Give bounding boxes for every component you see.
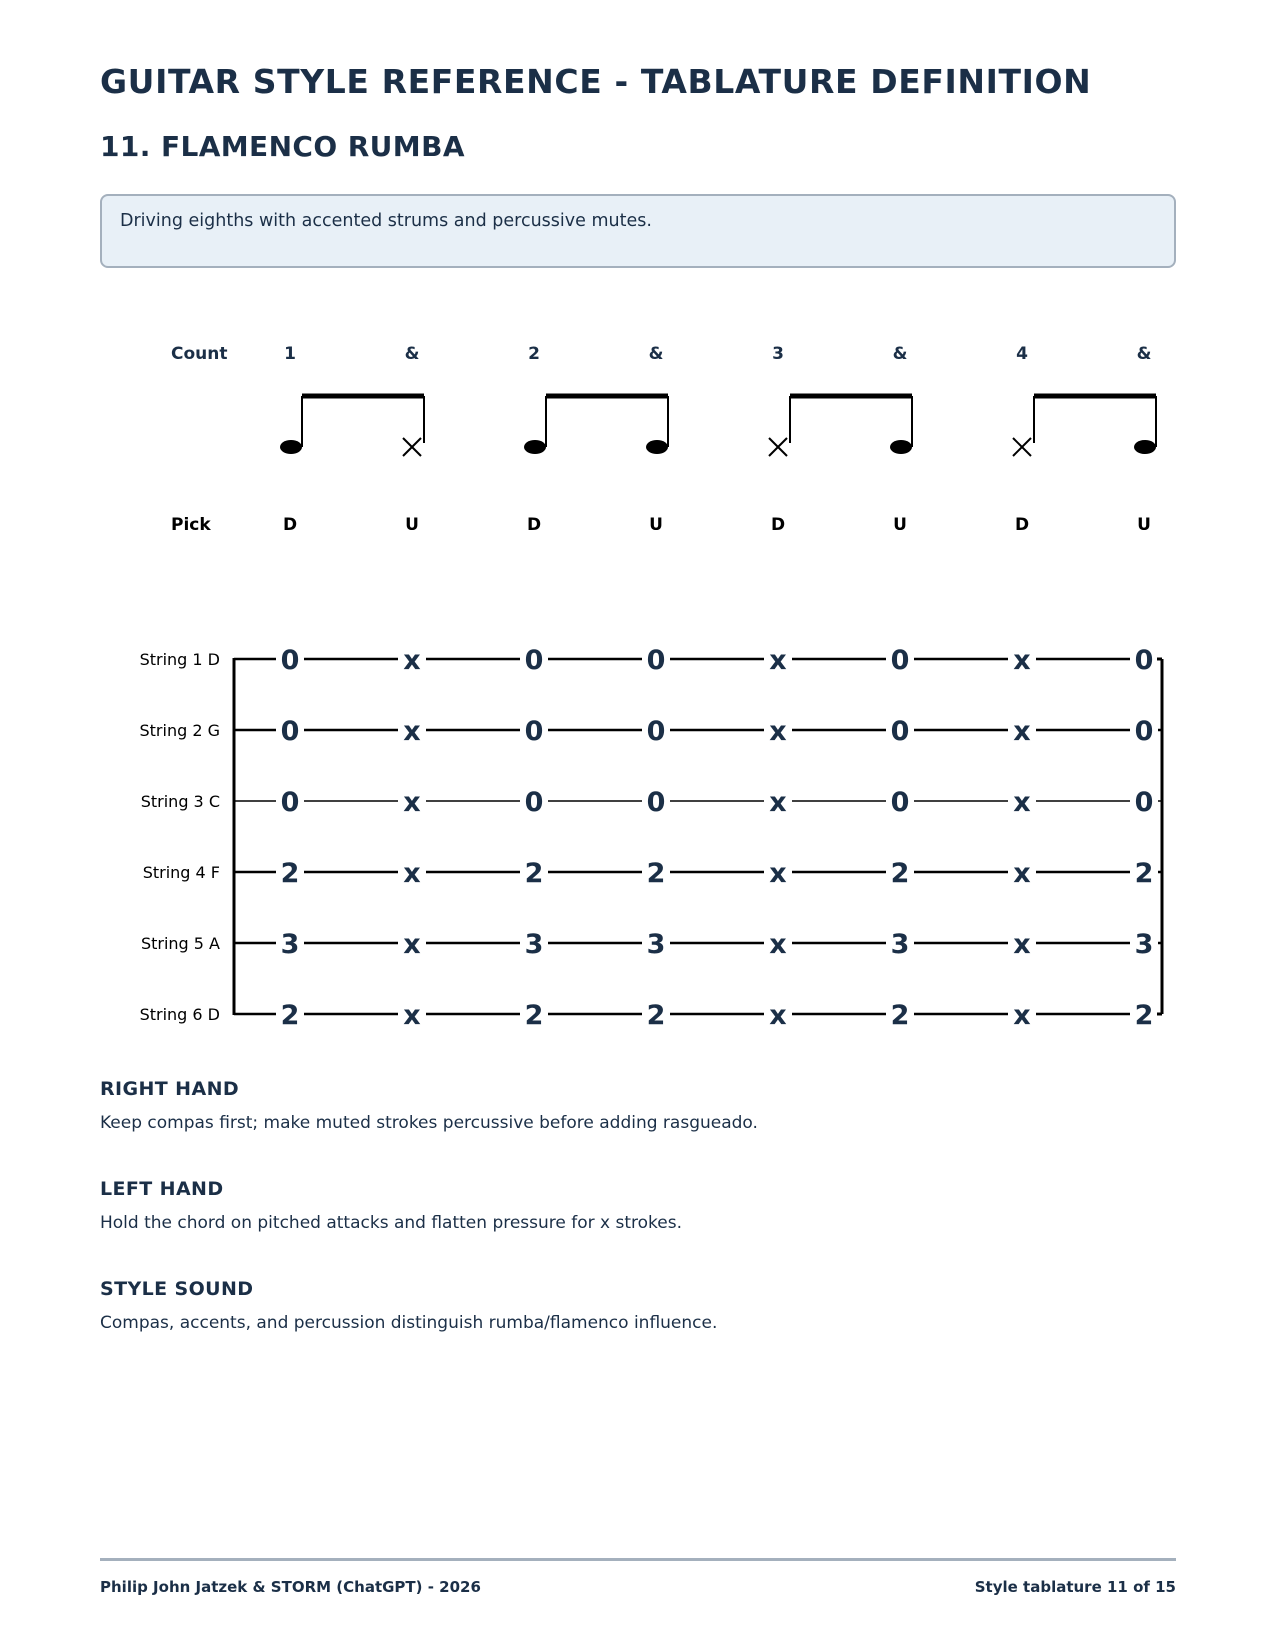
fret-s6-2: x	[403, 1000, 421, 1031]
fret-s6-4: 2	[646, 1000, 666, 1031]
fret-s6-7: x	[1013, 1000, 1031, 1031]
fret-s6-5: x	[769, 1000, 787, 1031]
note-head-4	[646, 440, 668, 454]
description-text: Driving eighths with accented strums and percussive mutes.	[120, 211, 652, 231]
fret-s1-8: 0	[1134, 645, 1154, 676]
pick-6: U	[893, 515, 907, 535]
count-2: &	[404, 344, 420, 364]
fret-s5-4: 3	[646, 929, 666, 960]
string-label-5: String 5 A	[140, 934, 220, 953]
fret-s5-5: x	[769, 929, 787, 960]
count-6: &	[892, 344, 908, 364]
string-label-2: String 2 G	[139, 721, 220, 740]
string-label-3: String 3 C	[140, 792, 220, 811]
pick-1: D	[282, 515, 298, 535]
count-3: 2	[528, 344, 540, 364]
fret-s3-4: 0	[646, 787, 666, 818]
right-hand-heading: RIGHT HAND	[100, 1078, 240, 1100]
fret-s3-8: 0	[1134, 787, 1154, 818]
string-label-4: String 4 F	[142, 863, 220, 882]
fret-s5-1: 3	[280, 929, 300, 960]
fret-s5-6: 3	[890, 929, 910, 960]
fret-s3-3: 0	[524, 787, 544, 818]
fret-s3-1: 0	[280, 787, 300, 818]
style-sound-heading: STYLE SOUND	[100, 1278, 254, 1300]
fret-s2-5: x	[769, 716, 787, 747]
fret-s2-4: 0	[646, 716, 666, 747]
fret-s1-5: x	[769, 645, 787, 676]
note-head-3	[524, 440, 546, 454]
count-1: 1	[284, 344, 296, 364]
fret-s4-2: x	[403, 858, 421, 889]
fret-s3-5: x	[769, 787, 787, 818]
fret-s1-7: x	[1013, 645, 1031, 676]
footer-divider	[100, 1558, 1176, 1561]
pick-7: D	[1014, 515, 1030, 535]
string-label-1: String 1 D	[139, 650, 220, 669]
count-5: 3	[772, 344, 784, 364]
document-title: GUITAR STYLE REFERENCE - TABLATURE DEFINITION	[100, 62, 1092, 101]
string-label-6: String 6 D	[139, 1005, 220, 1024]
fret-s5-3: 3	[524, 929, 544, 960]
fret-s1-4: 0	[646, 645, 666, 676]
note-head-6	[890, 440, 912, 454]
note-head-8	[1134, 440, 1156, 454]
pick-2: U	[405, 515, 419, 535]
style-sound-text: Compas, accents, and percussion distinguish rumba/flamenco influence.	[100, 1313, 718, 1333]
fret-s4-3: 2	[524, 858, 544, 889]
count-8: &	[1136, 344, 1152, 364]
fret-s5-7: x	[1013, 929, 1031, 960]
fret-s3-6: 0	[890, 787, 910, 818]
fret-s4-1: 2	[280, 858, 300, 889]
pick-3: D	[526, 515, 542, 535]
note-head-1	[280, 440, 302, 454]
fret-s2-1: 0	[280, 716, 300, 747]
count-4: &	[648, 344, 664, 364]
fret-s4-6: 2	[890, 858, 910, 889]
fret-s5-8: 3	[1134, 929, 1154, 960]
left-hand-text: Hold the chord on pitched attacks and flatten pressure for x strokes.	[100, 1213, 683, 1233]
pick-5: D	[770, 515, 786, 535]
fret-s2-2: x	[403, 716, 421, 747]
footer-page-info: Style tablature 11 of 15	[974, 1578, 1176, 1596]
fret-s2-7: x	[1013, 716, 1031, 747]
fret-s1-2: x	[403, 645, 421, 676]
fret-s2-8: 0	[1134, 716, 1154, 747]
fret-s6-3: 2	[524, 1000, 544, 1031]
count-7: 4	[1016, 344, 1028, 364]
fret-s5-2: x	[403, 929, 421, 960]
left-hand-heading: LEFT HAND	[100, 1178, 224, 1200]
fret-s1-1: 0	[280, 645, 300, 676]
fret-s6-8: 2	[1134, 1000, 1154, 1031]
fret-s2-6: 0	[890, 716, 910, 747]
fret-s4-5: x	[769, 858, 787, 889]
fret-s4-4: 2	[646, 858, 666, 889]
fret-s1-6: 0	[890, 645, 910, 676]
fret-s1-3: 0	[524, 645, 544, 676]
fret-s6-6: 2	[890, 1000, 910, 1031]
footer-credit: Philip John Jatzek & STORM (ChatGPT) - 2026	[100, 1578, 481, 1596]
section-title: 11. FLAMENCO RUMBA	[100, 130, 465, 163]
fret-s4-8: 2	[1134, 858, 1154, 889]
right-hand-text: Keep compas first; make muted strokes percussive before adding rasgueado.	[100, 1113, 758, 1133]
fret-s3-2: x	[403, 787, 421, 818]
count-label: Count	[171, 344, 228, 364]
pick-8: U	[1137, 515, 1151, 535]
fret-s3-7: x	[1013, 787, 1031, 818]
fret-s6-1: 2	[280, 1000, 300, 1031]
fret-s2-3: 0	[524, 716, 544, 747]
pick-label: Pick	[171, 515, 211, 535]
fret-s4-7: x	[1013, 858, 1031, 889]
pick-4: U	[649, 515, 663, 535]
